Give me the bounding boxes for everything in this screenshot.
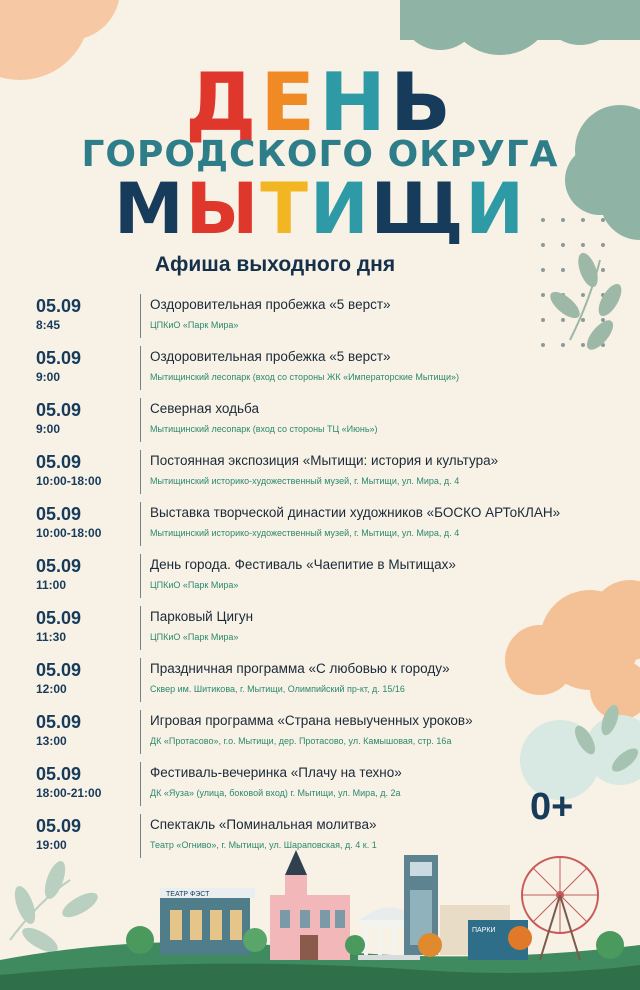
event-place: Мытищинский историко-художественный музей, г. Мытищи, ул. Мира, д. 4 xyxy=(150,528,460,538)
event-divider xyxy=(140,398,141,442)
event-time: 10:00-18:00 xyxy=(36,474,102,488)
title-letter: Е xyxy=(260,56,319,149)
title-letter: Т xyxy=(260,168,310,250)
event-title: Фестиваль-вечеринка «Плачу на техно» xyxy=(150,765,402,780)
event-title: Выставка творческой династии художников «БОСКО АРТоКЛАН» xyxy=(150,505,561,520)
title-letter: М xyxy=(114,168,186,250)
event-time: 11:30 xyxy=(36,630,67,644)
teal-cloud-top-right xyxy=(400,0,640,55)
event-title: Северная ходьба xyxy=(150,401,259,416)
event-time: 13:00 xyxy=(36,734,67,748)
event-date: 05.09 xyxy=(36,504,82,524)
event-place: ДК «Протасово», г.о. Мытищи, дер. Протасово, ул. Камышовая, стр. 16а xyxy=(150,736,452,746)
age-rating: 0+ xyxy=(530,786,574,828)
title-letter: Ы xyxy=(185,168,261,250)
title-letter: Н xyxy=(318,56,390,149)
event-divider xyxy=(140,658,141,702)
event-item xyxy=(36,554,596,606)
event-date: 05.09 xyxy=(36,400,82,420)
title-line-2: ГОРОДСКОГО ОКРУГА xyxy=(81,134,559,175)
event-time: 19:00 xyxy=(36,838,67,852)
city-illustration xyxy=(0,850,640,990)
title-letter: Щ xyxy=(370,168,466,250)
event-place: Мытищинский лесопарк (вход со стороны ЖК «Императорские Мытищи») xyxy=(150,372,459,382)
event-list xyxy=(36,294,596,866)
title-letter: И xyxy=(465,168,526,250)
event-item xyxy=(36,294,596,346)
event-place: Сквер им. Шитикова, г. Мытищи, Олимпийский пр-кт, д. 15/16 xyxy=(150,684,405,694)
event-title: Парковый Цигун xyxy=(150,609,254,624)
subtitle: Афиша выходного дня xyxy=(154,253,396,276)
event-divider xyxy=(140,554,141,598)
event-title: Игровая программа «Страна невыученных уроков» xyxy=(150,713,473,728)
event-date: 05.09 xyxy=(36,764,82,784)
event-item xyxy=(36,346,596,398)
event-place: Мытищинский лесопарк (вход со стороны ТЦ «Июнь») xyxy=(150,424,378,434)
event-item xyxy=(36,762,596,814)
event-date: 05.09 xyxy=(36,608,82,628)
theatre-building-icon xyxy=(160,888,255,955)
title-letter: И xyxy=(309,168,371,250)
event-date: 05.09 xyxy=(36,712,82,732)
event-place: ЦПКиО «Парк Мира» xyxy=(150,632,239,642)
manor-building-icon xyxy=(270,850,350,960)
event-title: Спектакль «Поминальная молитва» xyxy=(150,817,377,832)
event-date: 05.09 xyxy=(36,452,82,472)
event-title: Праздничная программа «С любовью к городу» xyxy=(150,661,450,676)
event-item xyxy=(36,658,596,710)
event-divider xyxy=(140,346,141,390)
event-place: ЦПКиО «Парк Мира» xyxy=(150,320,239,330)
event-item xyxy=(36,398,596,450)
event-item xyxy=(36,606,596,658)
event-date: 05.09 xyxy=(36,296,82,316)
event-date: 05.09 xyxy=(36,816,82,836)
event-divider xyxy=(140,710,141,754)
event-divider xyxy=(140,450,141,494)
event-divider xyxy=(140,502,141,546)
event-time: 18:00-21:00 xyxy=(36,786,102,800)
title-line-3 xyxy=(0,168,640,250)
event-place: ЦПКиО «Парк Мира» xyxy=(150,580,239,590)
theatre-sign: ТЕАТР ФЭСТ xyxy=(166,891,210,898)
event-time: 8:45 xyxy=(36,318,61,332)
event-place: Театр «Огниво», г. Мытищи, ул. Шараповская, д. 4 к. 1 xyxy=(150,840,377,850)
event-divider xyxy=(140,606,141,650)
event-date: 05.09 xyxy=(36,556,82,576)
event-date: 05.09 xyxy=(36,348,82,368)
event-divider xyxy=(140,762,141,806)
event-time: 9:00 xyxy=(36,422,61,436)
event-item xyxy=(36,710,596,762)
event-title: Постоянная экспозиция «Мытищи: история и культура» xyxy=(150,453,499,468)
event-place: ДК «Яуза» (улица, боковой вход) г. Мытищи, ул. Мира, д. 2а xyxy=(150,788,401,798)
title-letter: Д xyxy=(185,56,261,149)
event-place: Мытищинский историко-художественный музей, г. Мытищи, ул. Мира, д. 4 xyxy=(150,476,460,486)
event-time: 9:00 xyxy=(36,370,61,384)
event-item xyxy=(36,502,596,554)
event-item xyxy=(36,450,596,502)
event-time: 11:00 xyxy=(36,578,67,592)
event-title: Оздоровительная пробежка «5 верст» xyxy=(150,349,391,364)
event-time: 10:00-18:00 xyxy=(36,526,102,540)
ferris-wheel-icon xyxy=(522,857,598,960)
title-letter: Ь xyxy=(389,56,455,149)
parks-sign: ПАРКИ xyxy=(472,927,496,934)
event-title: День города. Фестиваль «Чаепитие в Мытищах» xyxy=(150,557,456,572)
event-time: 12:00 xyxy=(36,682,67,696)
event-date: 05.09 xyxy=(36,660,82,680)
event-divider xyxy=(140,294,141,338)
event-title: Оздоровительная пробежка «5 верст» xyxy=(150,297,391,312)
